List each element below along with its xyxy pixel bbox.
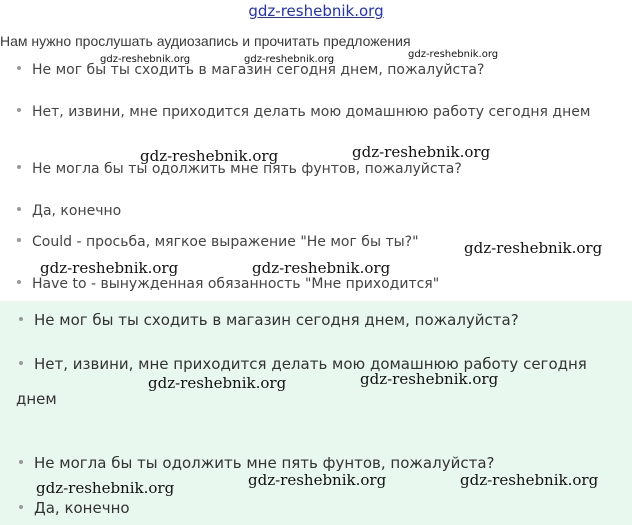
list-item-text: Нет, извини, мне приходится делать мою домашнюю работу сегодня bbox=[34, 355, 587, 373]
list-item-text: Have to - вынужденная обязанность "Мне приходится" bbox=[32, 276, 440, 292]
list-item bbox=[17, 234, 419, 250]
watermark: gdz-reshebnik.org bbox=[244, 54, 335, 65]
list-item-text: Не могла бы ты одолжить мне пять фунтов, пожалуйста? bbox=[34, 454, 495, 472]
list-item-text: Да, конечно bbox=[34, 499, 130, 517]
list-item-text: Нет, извини, мне приходится делать мою домашнюю работу сегодня днем bbox=[32, 104, 591, 120]
list-item-continuation bbox=[16, 390, 57, 408]
watermark: gdz-reshebnik.org bbox=[140, 147, 279, 165]
bullet-icon bbox=[19, 317, 23, 321]
bullet-icon bbox=[17, 207, 21, 211]
list-item bbox=[17, 203, 121, 219]
list-item-text: Не мог бы ты сходить в магазин сегодня днем, пожалуйста? bbox=[32, 62, 485, 78]
bullet-icon bbox=[19, 505, 23, 509]
bullet-icon bbox=[17, 165, 21, 169]
watermark: gdz-reshebnik.org bbox=[408, 49, 499, 60]
watermark: gdz-reshebnik.org bbox=[352, 143, 491, 161]
list-item bbox=[19, 355, 587, 373]
list-item-text: днем bbox=[16, 390, 57, 408]
site-title-link[interactable]: gdz-reshebnik.org bbox=[248, 2, 384, 20]
list-item-text: Could - просьба, мягкое выражение "Не мог бы ты?" bbox=[32, 234, 419, 250]
intro-text: Нам нужно прослушать аудиозапись и прочитать предложения bbox=[0, 33, 411, 49]
watermark: gdz-reshebnik.org bbox=[248, 471, 387, 489]
list-item-text: Не мог бы ты сходить в магазин сегодня днем, пожалуйста? bbox=[34, 311, 519, 329]
bullet-icon bbox=[17, 108, 21, 112]
watermark: gdz-reshebnik.org bbox=[36, 479, 175, 497]
list-item bbox=[19, 454, 494, 472]
bullet-icon bbox=[17, 66, 21, 70]
watermark: gdz-reshebnik.org bbox=[40, 259, 179, 277]
watermark: gdz-reshebnik.org bbox=[460, 471, 599, 489]
bullet-icon bbox=[19, 361, 23, 365]
watermark: gdz-reshebnik.org bbox=[252, 259, 391, 277]
bullet-icon bbox=[17, 280, 21, 284]
list-item-text: Не могла бы ты одолжить мне пять фунтов, пожалуйста? bbox=[32, 161, 462, 177]
list-item bbox=[17, 276, 439, 292]
list-item bbox=[19, 499, 130, 517]
bullet-icon bbox=[19, 460, 23, 464]
bullet-icon bbox=[17, 238, 21, 242]
list-item-text: Да, конечно bbox=[32, 203, 122, 219]
watermark: gdz-reshebnik.org bbox=[148, 374, 287, 392]
list-item bbox=[19, 311, 519, 329]
watermark: gdz-reshebnik.org bbox=[360, 370, 499, 388]
watermark: gdz-reshebnik.org bbox=[100, 54, 191, 65]
list-item bbox=[17, 104, 590, 120]
watermark: gdz-reshebnik.org bbox=[464, 239, 603, 257]
